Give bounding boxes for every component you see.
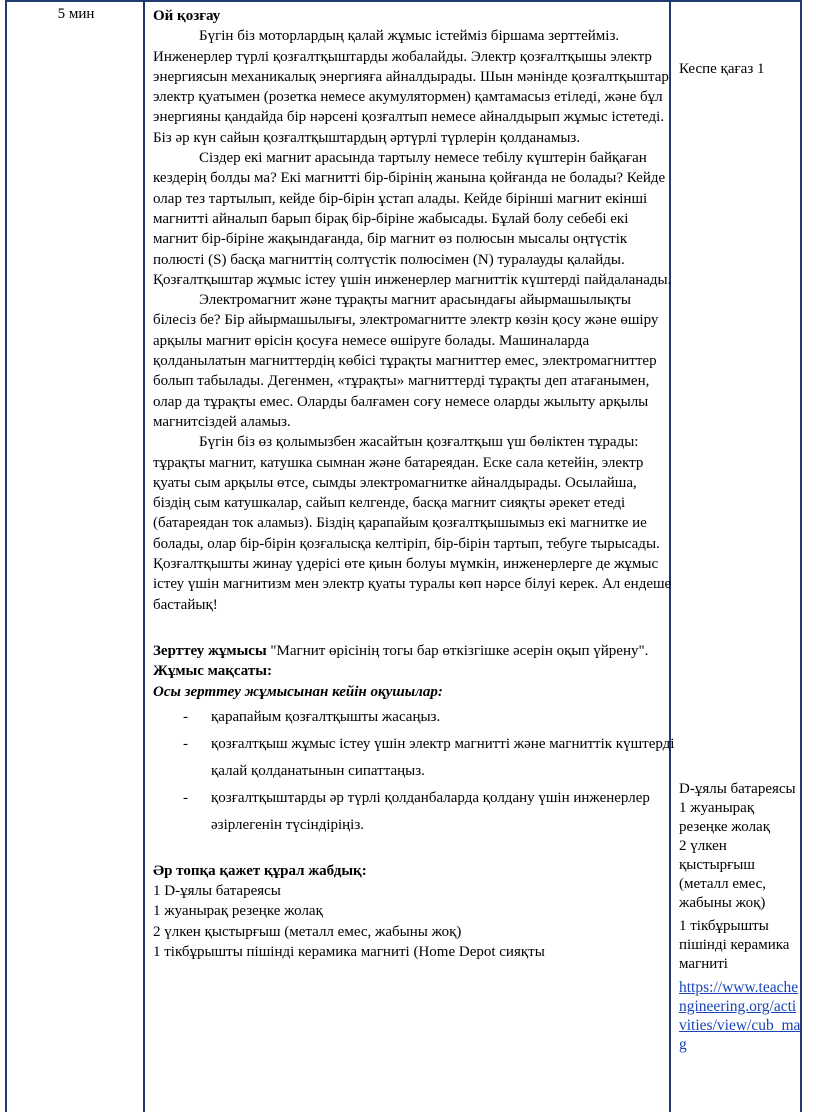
handout-label: Кеспе қағаз 1 (679, 61, 765, 77)
paragraph: Сіздер екі магнит арасында тартылу немесе тебілу күштерін байқаған кездерің болды ма? Екі магнитті бір-бірінің жанына қойғанда не болады? Кейде олар тез тартылып, кейде бір-бірін ұстап алады. Кейде бірінші магнит екінші магнитті айналып барып бірақ бір-біріне жабысады. Бұлай болу себебі екі магнит бір-біріне жақындағанда, бір магнит өз полюсын мысалы оңтүстік полюсті (S) басқа магниттің солтүстік полюсімен (N) туралауды қалайды. Қозғалтқыштар жұмыс істеу үшін инженерлер магниттік күштерді пайдаланады. (153, 150, 672, 288)
equipment-label: Әр топқа қажет құрал жабдық: (153, 862, 367, 879)
resource-item: 2 үлкен қыстырғыш (металл емес, жабыны жоқ) (679, 838, 766, 911)
resource-list (679, 780, 801, 1054)
list-item: - қозғалтқыш жұмыс істеу үшін электр магнитті және магниттік күштерді қалай қолданатынын сипаттаңыз. (183, 735, 675, 779)
research-label: Зерттеу жұмысы (153, 642, 267, 659)
equipment-item: 2 үлкен қыстырғыш (металл емес, жабыны жоқ) (153, 923, 462, 940)
resource-link[interactable]: https://www.teachengineering.org/activities/view/cub_mag (679, 979, 801, 1053)
goal-subtitle: Осы зерттеу жұмысынан кейін оқушылар: (153, 683, 443, 700)
lesson-table (5, 0, 802, 1112)
resource-item: 1 жуанырақ резеңке жолақ (679, 800, 770, 835)
equipment-item: 1 D-ұялы батареясы (153, 883, 281, 900)
equipment-item: 1 тікбұрышты пішінді керамика магниті (Home Depot сияқты (153, 943, 545, 960)
list-item: - қарапайым қозғалтқышты жасаңыз. (183, 708, 441, 725)
research-heading (153, 641, 675, 661)
time-cell: 5 мин (57, 6, 95, 22)
goal-list (153, 704, 675, 839)
content-cell (153, 6, 675, 962)
column-divider (143, 2, 145, 1112)
research-title: "Магнит өрісінің тогы бар өткізгішке әсерін оқып үйрену". (266, 642, 649, 659)
equipment-item: 1 жуанырақ резеңке жолақ (153, 903, 323, 920)
resource-item: 1 тікбұрышты пішінді керамика магниті (679, 918, 790, 972)
goal-label: Жұмыс мақсаты: (153, 663, 272, 680)
paragraph: Бүгін біз моторлардың қалай жұмыс істейміз біршама зерттейміз. Инженерлер түрлі қозғалтқыштарды жобалайды. Электр қозғалтқышы электр энергиясын механикалық энергияға айналдырады. Шын мәнінде қозғалтқыштар электр қуатымен (розетка немесе акумулятормен) қамтамасыз етіледі, және бұл энергияны қандайда бір нәрсені қозғалтып немесе айналдырып жұмыс істетеді. Біз әр күн сайын қозғалтқыштардың әртүрлі түрлерін қолданамыз. (153, 28, 669, 146)
resource-item: D-ұялы батареясы (679, 781, 796, 797)
section-title: Ой қозғау (153, 8, 221, 24)
paragraph: Бүгін біз өз қолымызбен жасайтын қозғалтқыш үш бөліктен тұрады: тұрақты магнит, катушка сымнан және батареядан. Еске сала кетейін, электр қуаты сым арқылы өтсе, сымды электромагнитке айналдырады. Осылайша, біздің сым катушкалар, сайып келгенде, басқа магнит сияқты әрекет етеді (батареядан ток аламыз). Біздің қарапайым қозғалтқышымыз екі магнитке ие болады, олар бір-бірін қозғалысқа келтіріп, бір-бірін тартып, тебуге тырысады. Қозғалтқышты жинау үдерісі өте қиын болуы мүмкін, инженерлерге де жұмыс істеу үшін магнитизм мен электр қуаты туралы көп нәрсе білуі керек. Ал ендеше бастайық! (153, 434, 672, 613)
paragraph: Электромагнит және тұрақты магнит арасындағы айырмашылықты білесіз бе? Бір айырмашылығы, электромагнитте электр көзін қосу және өшіру арқылы магнит өрісін қосуға немесе өшіруге болады. Машиналарда қолданылатын магниттердің көбісі тұрақты магниттер емес, электромагниттер болып табылады. Дегенмен, «тұрақты» магниттерді тұрақты деп атағанымен, олар да тұрақты емес. Оларды балғамен соғу немесе оларды жылыту арқылы магнитсіздей аламыз. (153, 292, 659, 430)
list-item: - қозғалтқыштарды әр түрлі қолданбаларда қолдану үшін инженерлер әзірлегенін түсіндіріңіз. (183, 789, 650, 833)
